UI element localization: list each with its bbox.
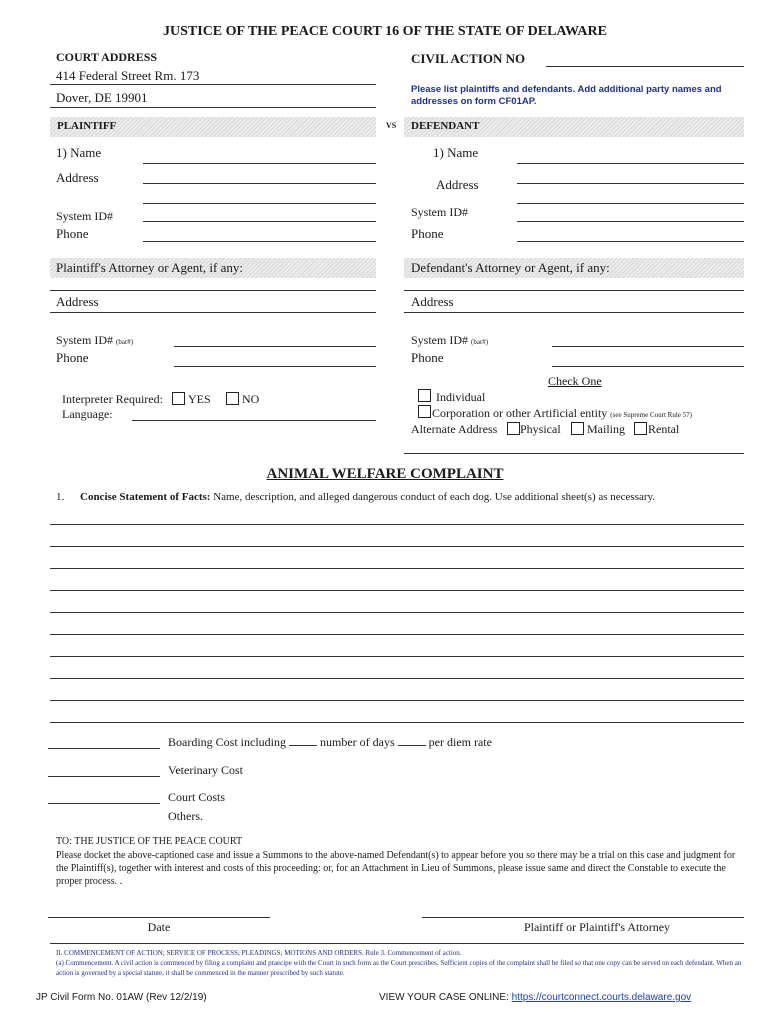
court-address-line2: Dover, DE 19901 xyxy=(56,90,148,105)
plaintiff-system-id-label: System ID# xyxy=(56,209,113,223)
physical-checkbox[interactable] xyxy=(507,422,520,435)
mailing-checkbox[interactable] xyxy=(571,422,584,435)
alternate-address-label: Alternate Address xyxy=(411,422,498,436)
plaintiff-attorney-address-field[interactable] xyxy=(50,312,376,313)
physical-label: Physical xyxy=(520,422,561,436)
concise-statement: Concise Statement of Facts: Name, description, and alleged dangerous conduct of each dog. Use additional sheet(s) as necessary. xyxy=(80,491,656,503)
statement-line[interactable] xyxy=(50,634,744,635)
plaintiff-attorney-address-label: Address xyxy=(56,294,99,309)
court-costs-field[interactable] xyxy=(48,803,160,804)
interpreter-no-label: NO xyxy=(242,392,260,406)
address-underline-2 xyxy=(50,107,376,108)
defendant-attorney-name-field[interactable] xyxy=(404,290,744,291)
plaintiff-attorney-system-id-field[interactable] xyxy=(174,346,376,347)
item-number: 1. xyxy=(56,491,65,503)
boarding-cost-label: Boarding Cost including number of days per diem rate xyxy=(168,735,492,749)
defendant-attorney-system-id-field[interactable] xyxy=(552,346,744,347)
view-case-online: VIEW YOUR CASE ONLINE: https://courtconnect.courts.delaware.gov xyxy=(379,992,692,1003)
date-field[interactable] xyxy=(48,917,270,918)
statement-line[interactable] xyxy=(50,656,744,657)
rental-label: Rental xyxy=(648,422,680,436)
interpreter-yes-label: YES xyxy=(188,392,211,406)
request-to-label: TO: THE JUSTICE OF THE PEACE COURT xyxy=(56,836,243,847)
statement-line[interactable] xyxy=(50,612,744,613)
veterinary-cost-field[interactable] xyxy=(48,776,160,777)
civil-action-field[interactable] xyxy=(546,66,744,67)
civil-action-label: CIVIL ACTION NO xyxy=(411,51,526,66)
defendant-system-id-label: System ID# xyxy=(411,205,468,219)
signature-field[interactable] xyxy=(422,917,744,918)
court-address-line1: 414 Federal Street Rm. 173 xyxy=(56,68,200,83)
statement-line[interactable] xyxy=(50,590,744,591)
plaintiff-address-field-1[interactable] xyxy=(143,183,376,184)
plaintiff-attorney-phone-field[interactable] xyxy=(174,366,376,367)
plaintiff-attorney-label: Plaintiff's Attorney or Agent, if any: xyxy=(56,260,243,275)
plaintiff-attorney-phone-label: Phone xyxy=(56,350,89,365)
defendant-label: DEFENDANT xyxy=(411,120,480,132)
rule-divider xyxy=(50,943,744,944)
page-title: JUSTICE OF THE PEACE COURT 16 OF THE STATE OF DELAWARE xyxy=(163,24,607,39)
defendant-attorney-phone-field[interactable] xyxy=(552,366,744,367)
plaintiff-name-label: 1) Name xyxy=(56,145,102,160)
plaintiff-attorney-system-id-label: System ID# (bar#) xyxy=(56,333,134,347)
plaintiff-address-field-2[interactable] xyxy=(143,203,376,204)
plaintiff-attorney-name-field[interactable] xyxy=(50,290,376,291)
language-label: Language: xyxy=(62,407,113,421)
statement-line[interactable] xyxy=(50,568,744,569)
statement-line[interactable] xyxy=(50,700,744,701)
defendant-phone-label: Phone xyxy=(411,226,444,241)
defendant-address-field-2[interactable] xyxy=(517,203,744,204)
plaintiff-name-field[interactable] xyxy=(143,163,376,164)
rule-body: (a) Commencement. A civil action is commenced by filing a complaint and praecipe with the Court in such form as the Court prescribes. Sufficient copies of the complaint shall be filed so that one copy can be served on each defendant. When an action is governed by a special statute, it shall be commenced in the manner prescribed by such statute. xyxy=(56,959,742,977)
signature-label: Plaintiff or Plaintiff's Attorney xyxy=(523,920,671,934)
statement-line[interactable] xyxy=(50,546,744,547)
date-label: Date xyxy=(147,920,171,934)
form-id: JP Civil Form No. 01AW (Rev 12/2/19) xyxy=(36,992,207,1003)
plaintiff-phone-label: Phone xyxy=(56,226,89,241)
defendant-attorney-address-field[interactable] xyxy=(404,312,744,313)
defendant-name-label: 1) Name xyxy=(433,145,479,160)
court-address-label: COURT ADDRESS xyxy=(56,50,158,64)
statement-line[interactable] xyxy=(50,722,744,723)
entity-divider xyxy=(404,453,744,454)
plaintiff-phone-field[interactable] xyxy=(143,241,376,242)
address-underline-1 xyxy=(50,84,376,85)
request-body: Please docket the above-captioned case and issue a Summons to the above-named Defendant(s) to appear before you so there may be a trial on this case and judgment for the Plaintiff(s), together with interest and costs of this proceeding: or, for an Attachment in Lieu of Summons, please issue same and direct the Constable to execute the proper process. . xyxy=(56,850,736,887)
individual-label: Individual xyxy=(436,390,486,404)
courtconnect-link[interactable]: https://courtconnect.courts.delaware.gov xyxy=(511,992,692,1003)
defendant-attorney-label: Defendant's Attorney or Agent, if any: xyxy=(411,260,610,275)
others-label: Others. xyxy=(168,809,203,823)
defendant-attorney-system-id-label: System ID# (bar#) xyxy=(411,333,489,347)
party-note: Please list plaintiffs and defendants. Add additional party names and addresses on form CF01AP. xyxy=(411,84,722,107)
corporation-checkbox[interactable] xyxy=(418,405,431,418)
complaint-title: ANIMAL WELFARE COMPLAINT xyxy=(266,466,504,482)
rental-checkbox[interactable] xyxy=(634,422,647,435)
defendant-address-field-1[interactable] xyxy=(517,183,744,184)
interpreter-label: Interpreter Required: xyxy=(62,392,163,406)
corporation-label: Corporation or other Artificial entity (see Supreme Court Rule 57) xyxy=(432,406,692,420)
defendant-system-id-field[interactable] xyxy=(517,221,744,222)
defendant-address-label: Address xyxy=(436,177,479,192)
check-one-label: Check One xyxy=(548,374,602,388)
defendant-attorney-phone-label: Phone xyxy=(411,350,444,365)
statement-line[interactable] xyxy=(50,678,744,679)
interpreter-yes-checkbox[interactable] xyxy=(172,392,185,405)
interpreter-no-checkbox[interactable] xyxy=(226,392,239,405)
rule-text xyxy=(56,948,742,978)
defendant-phone-field[interactable] xyxy=(517,241,744,242)
veterinary-cost-label: Veterinary Cost xyxy=(168,763,243,777)
statement-line[interactable] xyxy=(50,524,744,525)
individual-checkbox[interactable] xyxy=(418,389,431,402)
boarding-cost-field[interactable] xyxy=(48,748,160,749)
defendant-attorney-address-label: Address xyxy=(411,294,454,309)
vs-label: VS xyxy=(386,121,397,130)
rule-heading: II. COMMENCEMENT OF ACTION; SERVICE OF PROCESS; PLEADINGS; MOTIONS AND ORDERS. Rule 3. Commencement of action. xyxy=(56,949,462,957)
plaintiff-label: PLAINTIFF xyxy=(57,120,117,132)
mailing-label: Mailing xyxy=(587,422,625,436)
defendant-name-field[interactable] xyxy=(517,163,744,164)
plaintiff-address-label: Address xyxy=(56,170,99,185)
court-costs-label: Court Costs xyxy=(168,790,226,804)
plaintiff-system-id-field[interactable] xyxy=(143,221,376,222)
language-field[interactable] xyxy=(132,420,376,421)
